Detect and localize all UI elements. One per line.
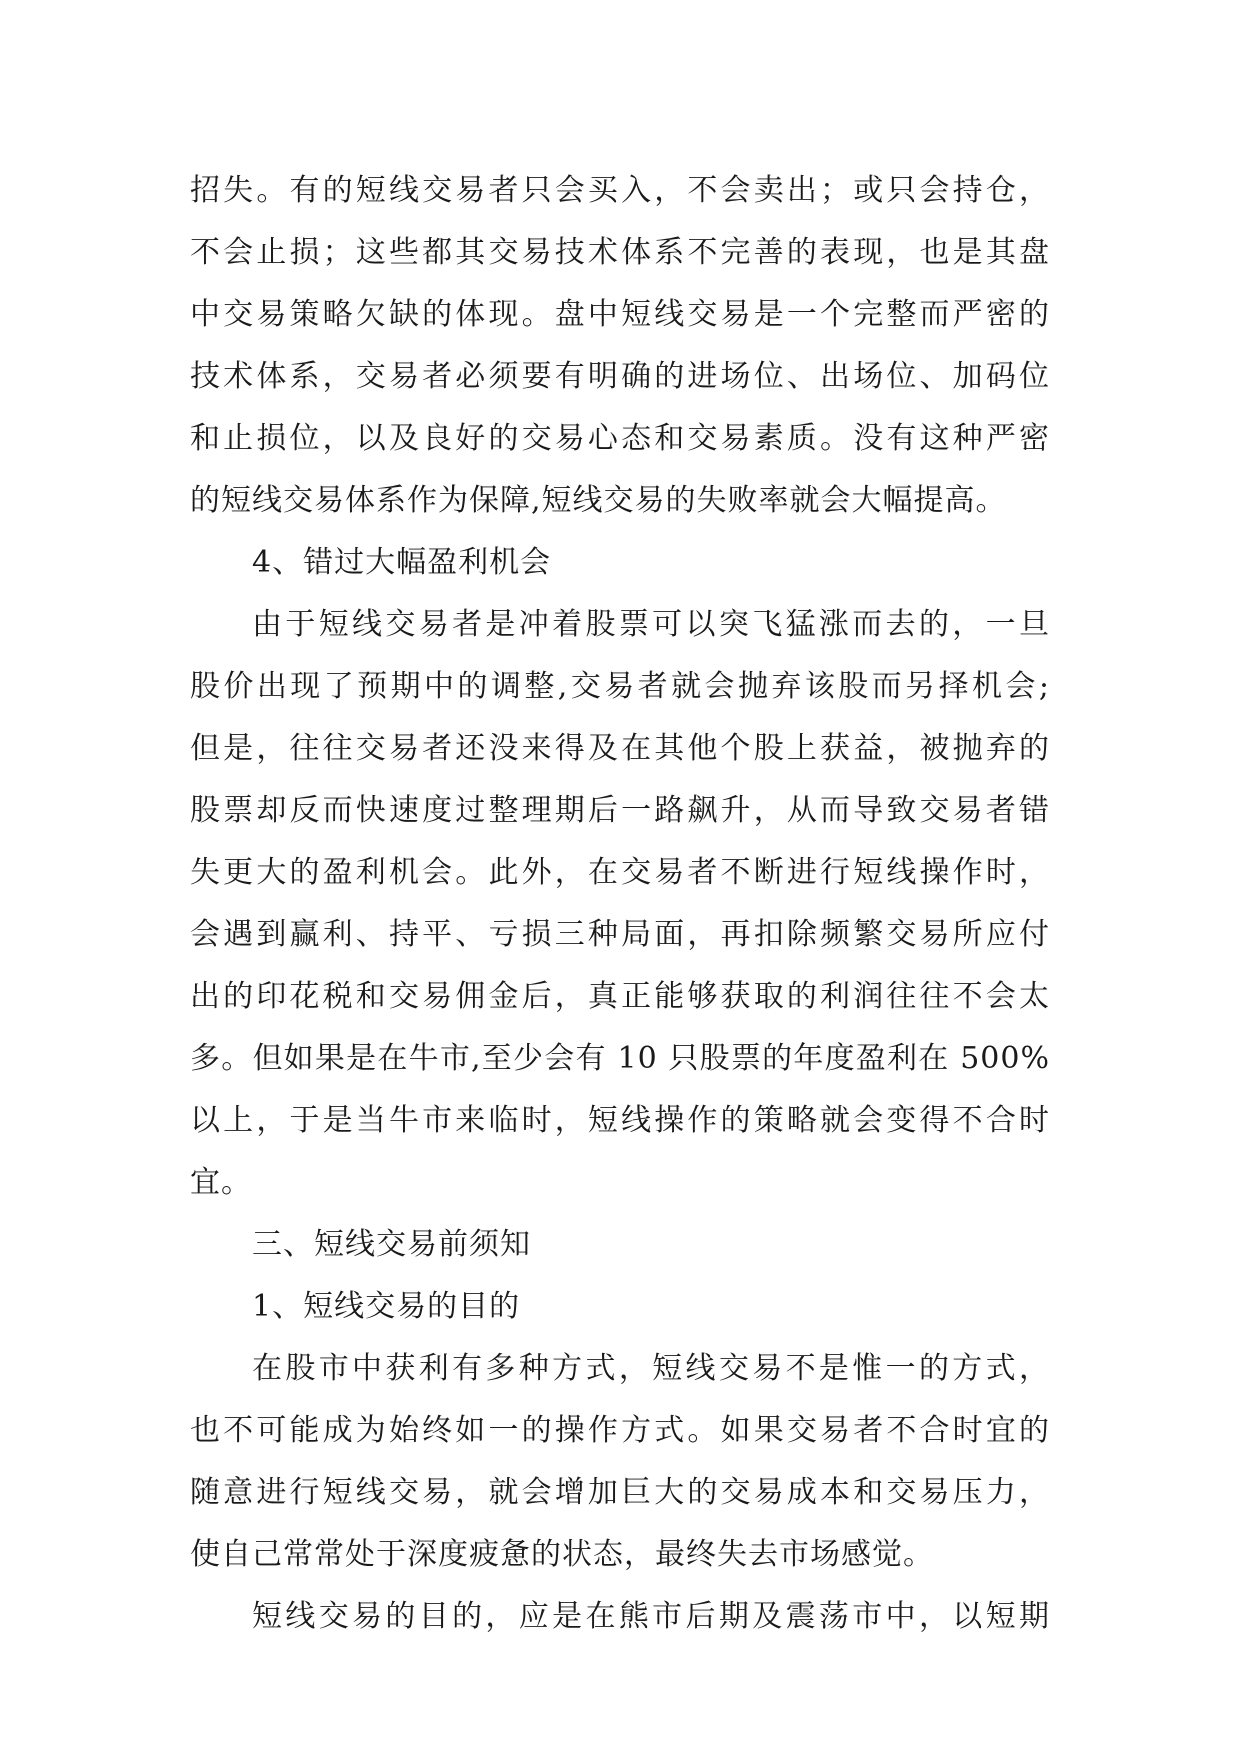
text-line: 会遇到赢利、持平、亏损三种局面，再扣除频繁交易所应付 (190, 917, 1050, 952)
text-line: 股票却反而快速度过整理期后一路飙升，从而导致交易者错 (190, 793, 1050, 828)
text-line: 中交易策略欠缺的体现。盘中短线交易是一个完整而严密的 (190, 297, 1050, 332)
text-line: 招失。有的短线交易者只会买入，不会卖出；或只会持仓， (190, 173, 1050, 208)
text-line: 技术体系，交易者必须要有明确的进场位、出场位、加码位 (190, 359, 1050, 394)
text-line: 不会止损；这些都其交易技术体系不完善的表现，也是其盘 (190, 235, 1050, 270)
text-line: 股价出现了预期中的调整,交易者就会抛弃该股而另择机会; (190, 669, 1050, 704)
document-body (190, 160, 1050, 1648)
text-line: 使自己常常处于深度疲惫的状态，最终失去市场感觉。 (190, 1537, 934, 1572)
text-line: 在股市中获利有多种方式，短线交易不是惟一的方式， (252, 1351, 1050, 1386)
text-line: 三、短线交易前须知 (252, 1227, 531, 1262)
text-line: 以上，于是当牛市来临时，短线操作的策略就会变得不合时 (190, 1103, 1050, 1138)
text-line: 1、短线交易的目的 (252, 1289, 521, 1324)
text-line: 和止损位，以及良好的交易心态和交易素质。没有这种严密 (190, 421, 1050, 456)
text-line: 也不可能成为始终如一的操作方式。如果交易者不合时宜的 (190, 1413, 1050, 1448)
text-line: 随意进行短线交易，就会增加巨大的交易成本和交易压力， (190, 1475, 1050, 1510)
text-line: 出的印花税和交易佣金后，真正能够获取的利润往往不会太 (190, 979, 1050, 1014)
text-line: 的短线交易体系作为保障,短线交易的失败率就会大幅提高。 (190, 483, 1007, 518)
text-line: 但是，往往交易者还没来得及在其他个股上获益，被抛弃的 (190, 731, 1050, 766)
text-line: 宜。 (190, 1165, 252, 1200)
text-line: 多。但如果是在牛市,至少会有 10 只股票的年度盈利在 500% (190, 1041, 1050, 1076)
text-line: 短线交易的目的，应是在熊市后期及震荡市中，以短期 (252, 1599, 1050, 1634)
text-line: 4、错过大幅盈利机会 (252, 545, 552, 580)
text-line: 失更大的盈利机会。此外，在交易者不断进行短线操作时， (190, 855, 1050, 890)
text-line: 由于短线交易者是冲着股票可以突飞猛涨而去的，一旦 (252, 607, 1050, 642)
